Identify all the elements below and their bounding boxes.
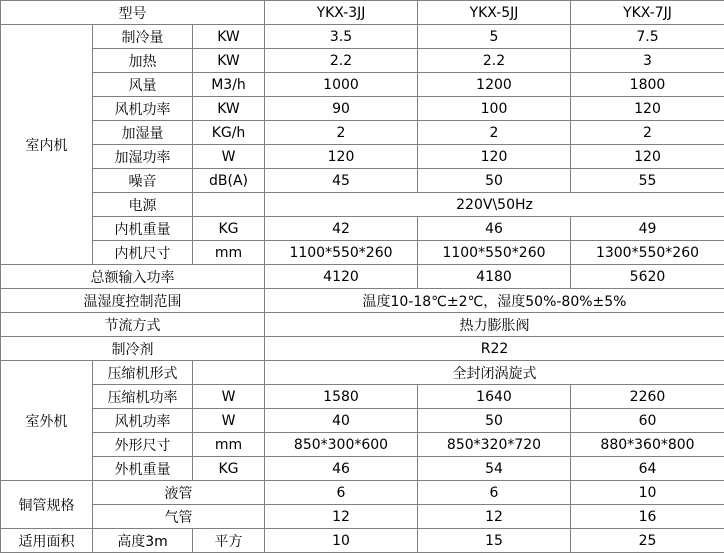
row-value: 120 [571, 145, 724, 169]
model-2: YKX-5JJ [418, 1, 571, 25]
row-label: 内机重量 [93, 217, 193, 241]
row-label: 压缩机功率 [93, 385, 193, 409]
row-label: 加湿量 [93, 121, 193, 145]
table-row [1, 433, 724, 457]
table-row [1, 241, 724, 265]
model-1: YKX-3JJ [265, 1, 418, 25]
row-unit: dB(A) [193, 169, 265, 193]
group-outdoor: 室外机 [1, 361, 93, 481]
row-value: 4120 [265, 265, 418, 289]
row-label: 制冷剂 [1, 337, 265, 361]
table-row [1, 73, 724, 97]
row-value: 46 [265, 457, 418, 481]
row-unit: 平方 [193, 529, 265, 553]
row-value: 16 [571, 505, 724, 529]
table-row [1, 145, 724, 169]
row-value: 50 [418, 409, 571, 433]
row-unit: KW [193, 97, 265, 121]
row-value: 2.2 [265, 49, 418, 73]
row-unit: W [193, 409, 265, 433]
table-row [1, 457, 724, 481]
table-row [1, 289, 724, 313]
row-value: 7.5 [571, 25, 724, 49]
row-value: 6 [265, 481, 418, 505]
row-value: 25 [571, 529, 724, 553]
row-label: 风量 [93, 73, 193, 97]
row-value: 1100*550*260 [265, 241, 418, 265]
row-unit: KW [193, 25, 265, 49]
row-value: 46 [418, 217, 571, 241]
row-value: 2260 [571, 385, 724, 409]
row-unit: M3/h [193, 73, 265, 97]
table-row [1, 121, 724, 145]
row-value: 1580 [265, 385, 418, 409]
table-row [1, 169, 724, 193]
row-label: 外机重量 [93, 457, 193, 481]
table-row [1, 217, 724, 241]
table-row [1, 49, 724, 73]
row-value: 2 [265, 121, 418, 145]
row-value: 64 [571, 457, 724, 481]
row-value: 1100*550*260 [418, 241, 571, 265]
row-value: 60 [571, 409, 724, 433]
row-unit: KG/h [193, 121, 265, 145]
table-row [1, 97, 724, 121]
row-value: 4180 [418, 265, 571, 289]
row-label: 外形尺寸 [93, 433, 193, 457]
table-row [1, 409, 724, 433]
row-unit: KW [193, 49, 265, 73]
table-row [1, 481, 724, 505]
row-value: 120 [418, 145, 571, 169]
row-value-span: 温度10-18℃±2℃，湿度50%-80%±5% [265, 289, 724, 313]
table-row [1, 25, 724, 49]
row-value: 1800 [571, 73, 724, 97]
row-value: 3.5 [265, 25, 418, 49]
row-value: 10 [571, 481, 724, 505]
row-value: 100 [418, 97, 571, 121]
table-row [1, 313, 724, 337]
row-unit: KG [193, 457, 265, 481]
row-value: 15 [418, 529, 571, 553]
row-label: 风机功率 [93, 409, 193, 433]
row-unit [193, 193, 265, 217]
row-value: 6 [418, 481, 571, 505]
row-label: 节流方式 [1, 313, 265, 337]
row-label: 压缩机形式 [93, 361, 193, 385]
row-value: 12 [418, 505, 571, 529]
row-value: 2 [571, 121, 724, 145]
row-label: 高度3m [93, 529, 193, 553]
row-unit: W [193, 145, 265, 169]
group-indoor: 室内机 [1, 25, 93, 265]
row-label: 电源 [93, 193, 193, 217]
table-row [1, 361, 724, 385]
row-value: 850*320*720 [418, 433, 571, 457]
table-header-row [1, 1, 724, 25]
row-label: 风机功率 [93, 97, 193, 121]
table-row [1, 337, 724, 361]
row-value: 880*360*800 [571, 433, 724, 457]
row-value: 5 [418, 25, 571, 49]
row-label: 总额输入功率 [1, 265, 265, 289]
row-value: 90 [265, 97, 418, 121]
row-value: 10 [265, 529, 418, 553]
row-value: 49 [571, 217, 724, 241]
row-value: 3 [571, 49, 724, 73]
row-unit: KG [193, 217, 265, 241]
row-value: 12 [265, 505, 418, 529]
row-value: 42 [265, 217, 418, 241]
row-value-span: R22 [265, 337, 724, 361]
row-label: 加热 [93, 49, 193, 73]
table-row [1, 385, 724, 409]
row-value-span: 热力膨胀阀 [265, 313, 724, 337]
row-value: 850*300*600 [265, 433, 418, 457]
row-label: 内机尺寸 [93, 241, 193, 265]
row-value: 45 [265, 169, 418, 193]
row-value-span: 220V\50Hz [265, 193, 724, 217]
row-label: 气管 [93, 505, 265, 529]
row-value: 2.2 [418, 49, 571, 73]
row-label: 噪音 [93, 169, 193, 193]
row-value: 50 [418, 169, 571, 193]
row-value: 2 [418, 121, 571, 145]
row-value: 1000 [265, 73, 418, 97]
table-row [1, 193, 724, 217]
row-value: 1200 [418, 73, 571, 97]
row-label: 温湿度控制范围 [1, 289, 265, 313]
row-value: 120 [265, 145, 418, 169]
row-unit: W [193, 385, 265, 409]
model-3: YKX-7JJ [571, 1, 724, 25]
row-label: 加湿功率 [93, 145, 193, 169]
group-area: 适用面积 [1, 529, 93, 553]
row-value: 54 [418, 457, 571, 481]
row-value: 1640 [418, 385, 571, 409]
table-row [1, 529, 724, 553]
row-unit: mm [193, 241, 265, 265]
row-label: 液管 [93, 481, 265, 505]
row-unit [193, 361, 265, 385]
row-label: 制冷量 [93, 25, 193, 49]
row-value: 120 [571, 97, 724, 121]
row-value: 1300*550*260 [571, 241, 724, 265]
table-row [1, 265, 724, 289]
row-value: 40 [265, 409, 418, 433]
group-copper: 铜管规格 [1, 481, 93, 529]
row-value-span: 全封闭涡旋式 [265, 361, 724, 385]
table-row [1, 505, 724, 529]
model-label: 型号 [1, 1, 265, 25]
row-value: 5620 [571, 265, 724, 289]
row-value: 55 [571, 169, 724, 193]
row-unit: mm [193, 433, 265, 457]
